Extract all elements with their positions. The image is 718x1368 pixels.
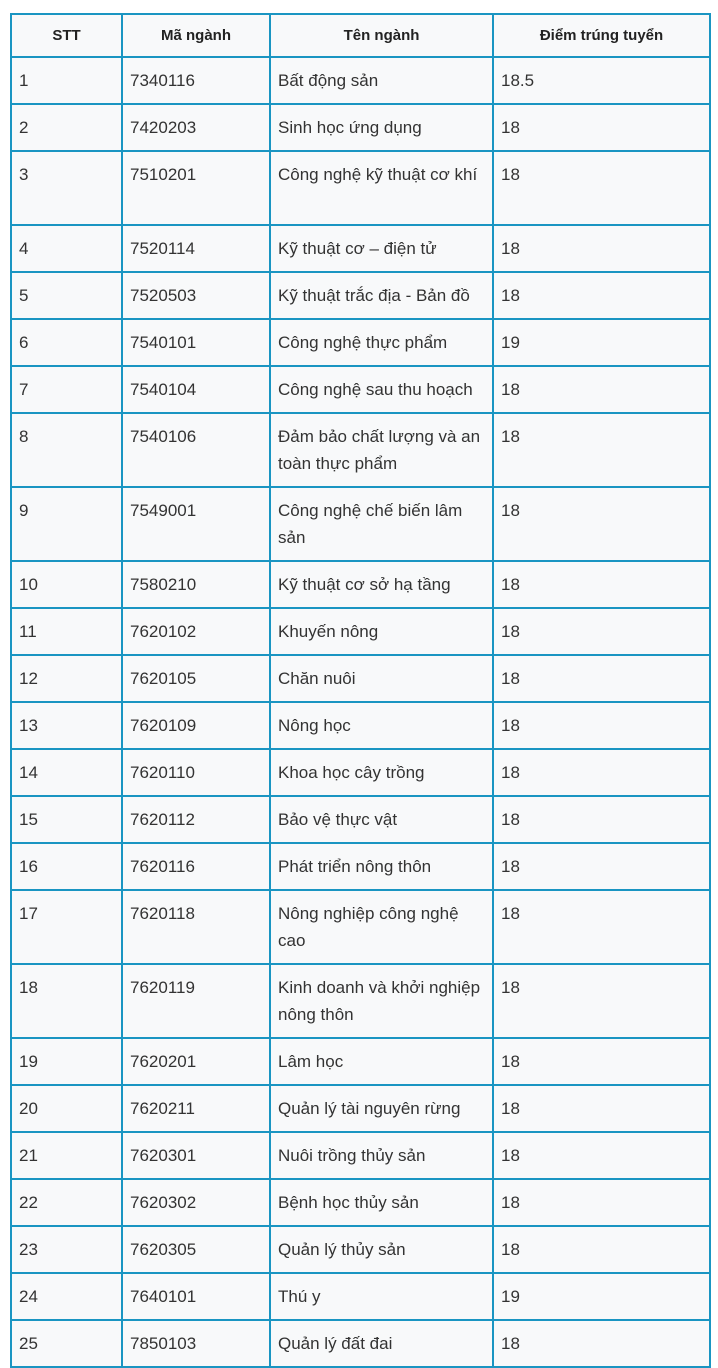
cell-score: 18 [493,964,710,1038]
cell-score: 18 [493,1320,710,1367]
table-header [11,14,710,57]
cell-stt: 11 [11,608,122,655]
cell-stt: 8 [11,413,122,487]
cell-code: 7620112 [122,796,270,843]
cell-code: 7540104 [122,366,270,413]
cell-name: Công nghệ thực phẩm [270,319,493,366]
cell-score: 18 [493,655,710,702]
cell-name: Chăn nuôi [270,655,493,702]
cell-name: Bất động sản [270,57,493,104]
table-row [11,1273,710,1320]
cell-score: 18 [493,413,710,487]
cell-score: 18 [493,702,710,749]
cell-name: Quản lý đất đai [270,1320,493,1367]
cell-code: 7620201 [122,1038,270,1085]
cell-name: Công nghệ chế biến lâm sản [270,487,493,561]
cell-score: 18 [493,104,710,151]
cell-stt: 6 [11,319,122,366]
table-row [11,1085,710,1132]
cell-score: 18 [493,843,710,890]
cell-code: 7620119 [122,964,270,1038]
table-row [11,225,710,272]
table-row [11,964,710,1038]
cell-score: 18 [493,890,710,964]
cell-code: 7580210 [122,561,270,608]
cell-score: 18 [493,608,710,655]
cell-name: Khoa học cây trồng [270,749,493,796]
cell-code: 7510201 [122,151,270,225]
cell-name: Bệnh học thủy sản [270,1179,493,1226]
cell-code: 7620301 [122,1132,270,1179]
table-row [11,272,710,319]
header-row [11,14,710,57]
cell-stt: 22 [11,1179,122,1226]
cell-stt: 7 [11,366,122,413]
cell-name: Kỹ thuật trắc địa - Bản đồ [270,272,493,319]
cell-score: 18 [493,1179,710,1226]
cell-stt: 16 [11,843,122,890]
table-row [11,151,710,225]
table-row [11,749,710,796]
header-code: Mã ngành [122,14,270,57]
table-row [11,1038,710,1085]
cell-name: Nông nghiệp công nghệ cao [270,890,493,964]
cell-score: 18 [493,1132,710,1179]
cell-stt: 14 [11,749,122,796]
cell-code: 7520114 [122,225,270,272]
table-row [11,1226,710,1273]
cell-code: 7540106 [122,413,270,487]
cell-name: Đảm bảo chất lượng và an toàn thực phẩm [270,413,493,487]
cell-name: Kỹ thuật cơ – điện tử [270,225,493,272]
cell-code: 7620110 [122,749,270,796]
cell-code: 7620211 [122,1085,270,1132]
table-row [11,413,710,487]
cell-code: 7850103 [122,1320,270,1367]
cell-stt: 5 [11,272,122,319]
admission-scores-table-container [10,13,709,1368]
cell-code: 7520503 [122,272,270,319]
cell-name: Nuôi trồng thủy sản [270,1132,493,1179]
cell-stt: 24 [11,1273,122,1320]
cell-stt: 25 [11,1320,122,1367]
table-row [11,487,710,561]
cell-code: 7620302 [122,1179,270,1226]
cell-name: Khuyến nông [270,608,493,655]
cell-score: 19 [493,1273,710,1320]
table-row [11,608,710,655]
cell-code: 7620116 [122,843,270,890]
cell-score: 18 [493,272,710,319]
cell-name: Quản lý tài nguyên rừng [270,1085,493,1132]
cell-score: 18 [493,487,710,561]
cell-stt: 9 [11,487,122,561]
table-row [11,843,710,890]
cell-score: 18 [493,225,710,272]
cell-score: 19 [493,319,710,366]
cell-stt: 23 [11,1226,122,1273]
cell-score: 18 [493,1226,710,1273]
table-row [11,319,710,366]
admission-scores-table [10,13,711,1368]
cell-stt: 15 [11,796,122,843]
cell-name: Phát triển nông thôn [270,843,493,890]
cell-score: 18 [493,366,710,413]
cell-stt: 18 [11,964,122,1038]
cell-stt: 21 [11,1132,122,1179]
cell-code: 7620105 [122,655,270,702]
cell-code: 7549001 [122,487,270,561]
cell-stt: 13 [11,702,122,749]
header-score: Điểm trúng tuyển [493,14,710,57]
cell-score: 18 [493,749,710,796]
cell-name: Công nghệ sau thu hoạch [270,366,493,413]
cell-name: Kinh doanh và khởi nghiệp nông thôn [270,964,493,1038]
cell-score: 18 [493,151,710,225]
cell-name: Bảo vệ thực vật [270,796,493,843]
table-row [11,796,710,843]
cell-name: Kỹ thuật cơ sở hạ tầng [270,561,493,608]
cell-stt: 3 [11,151,122,225]
cell-stt: 2 [11,104,122,151]
cell-score: 18 [493,561,710,608]
cell-stt: 12 [11,655,122,702]
cell-code: 7340116 [122,57,270,104]
table-row [11,655,710,702]
table-row [11,702,710,749]
cell-name: Công nghệ kỹ thuật cơ khí [270,151,493,225]
table-row [11,1179,710,1226]
header-name: Tên ngành [270,14,493,57]
cell-name: Nông học [270,702,493,749]
cell-score: 18 [493,1038,710,1085]
cell-stt: 1 [11,57,122,104]
table-row [11,1320,710,1367]
cell-name: Sinh học ứng dụng [270,104,493,151]
cell-stt: 19 [11,1038,122,1085]
table-row [11,561,710,608]
table-row [11,890,710,964]
cell-score: 18.5 [493,57,710,104]
cell-score: 18 [493,1085,710,1132]
cell-code: 7620109 [122,702,270,749]
cell-code: 7420203 [122,104,270,151]
cell-stt: 20 [11,1085,122,1132]
cell-code: 7640101 [122,1273,270,1320]
table-row [11,57,710,104]
cell-name: Quản lý thủy sản [270,1226,493,1273]
cell-code: 7540101 [122,319,270,366]
cell-stt: 10 [11,561,122,608]
table-body [11,57,710,1367]
cell-stt: 4 [11,225,122,272]
cell-code: 7620118 [122,890,270,964]
cell-score: 18 [493,796,710,843]
cell-code: 7620102 [122,608,270,655]
table-row [11,366,710,413]
table-row [11,104,710,151]
cell-code: 7620305 [122,1226,270,1273]
cell-stt: 17 [11,890,122,964]
header-stt: STT [11,14,122,57]
table-row [11,1132,710,1179]
cell-name: Thú y [270,1273,493,1320]
cell-name: Lâm học [270,1038,493,1085]
